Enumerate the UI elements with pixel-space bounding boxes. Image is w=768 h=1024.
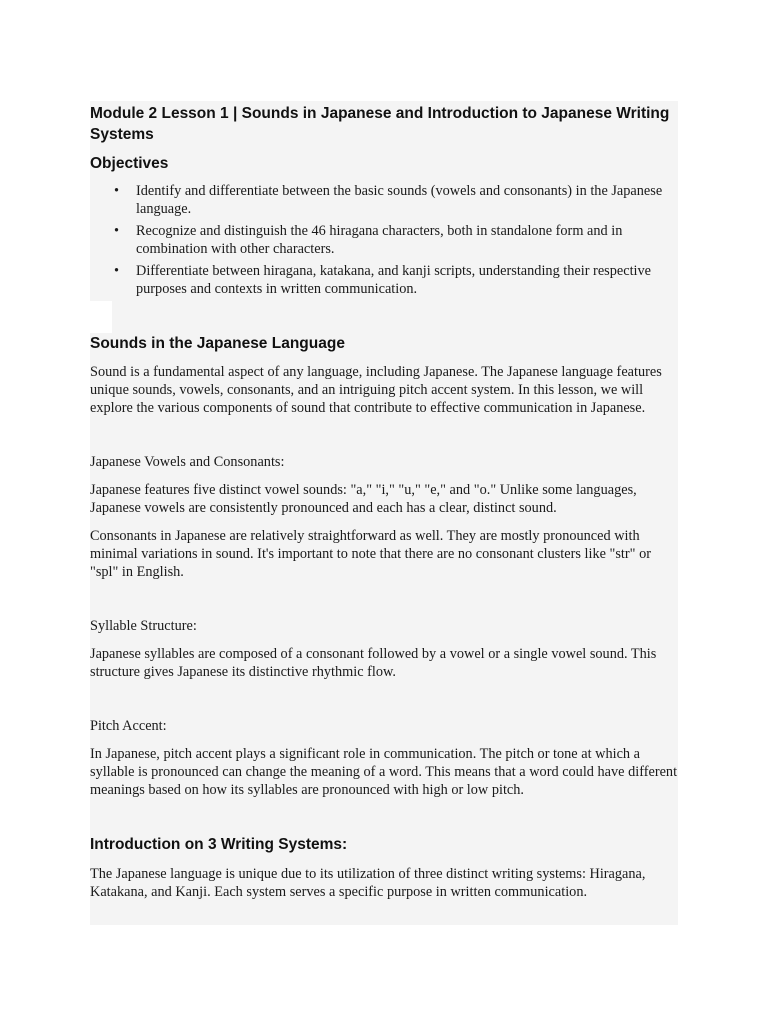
writing-heading: Introduction on 3 Writing Systems: <box>90 836 348 853</box>
objectives-list <box>90 182 678 298</box>
objectives-heading: Objectives <box>90 155 169 172</box>
vowels-paragraph: Japanese features five distinct vowel sounds: "a," "i," "u," "e," and "o." Unlike some languages, Japanese vowels are consistently pronounced and each has a clear, distinct sound. <box>90 482 637 516</box>
bullet-icon: • <box>114 263 120 279</box>
document-title: Module 2 Lesson 1 | Sounds in Japanese and Introduction to Japanese Writing Systems <box>90 105 670 143</box>
sounds-intro: Sound is a fundamental aspect of any language, including Japanese. The Japanese language features unique sounds, vowels, consonants, and an intriguing pitch accent system. In this lesson, we will explore the various components of sound that contribute to effective communication in Japanese. <box>90 364 662 416</box>
objective-text: Recognize and distinguish the 46 hiragana characters, both in standalone form and in combination with other characters. <box>136 223 623 257</box>
objective-text: Identify and differentiate between the basic sounds (vowels and consonants) in the Japanese language. <box>136 183 663 217</box>
sounds-heading: Sounds in the Japanese Language <box>90 335 345 352</box>
writing-paragraph: The Japanese language is unique due to its utilization of three distinct writing systems: Hiragana, Katakana, and Kanji. Each system serves a specific purpose in written communication. <box>90 866 646 900</box>
pitch-paragraph: In Japanese, pitch accent plays a significant role in communication. The pitch or tone at which a syllable is pronounced can change the meaning of a word. This means that a word could have different meanings based on how its syllables are pronounced with high or low pitch. <box>90 746 678 798</box>
bullet-icon: • <box>114 223 120 239</box>
document-content <box>90 101 678 901</box>
syllable-paragraph: Japanese syllables are composed of a consonant followed by a vowel or a single vowel sound. This structure gives Japanese its distinctive rhythmic flow. <box>90 646 657 680</box>
syllable-subheading: Syllable Structure: <box>90 618 197 634</box>
objective-item <box>90 182 678 218</box>
objective-item <box>90 222 678 258</box>
pitch-subheading: Pitch Accent: <box>90 718 167 734</box>
objective-text: Differentiate between hiragana, katakana, and kanji scripts, understanding their respective purposes and contexts in written communication. <box>136 263 652 297</box>
consonants-paragraph: Consonants in Japanese are relatively straightforward as well. They are mostly pronounced with minimal variations in sound. It's important to note that there are no consonant clusters like "str" or "spl" in English. <box>90 528 651 580</box>
vowels-subheading: Japanese Vowels and Consonants: <box>90 454 285 470</box>
objective-item <box>90 262 678 298</box>
bullet-icon: • <box>114 183 120 199</box>
